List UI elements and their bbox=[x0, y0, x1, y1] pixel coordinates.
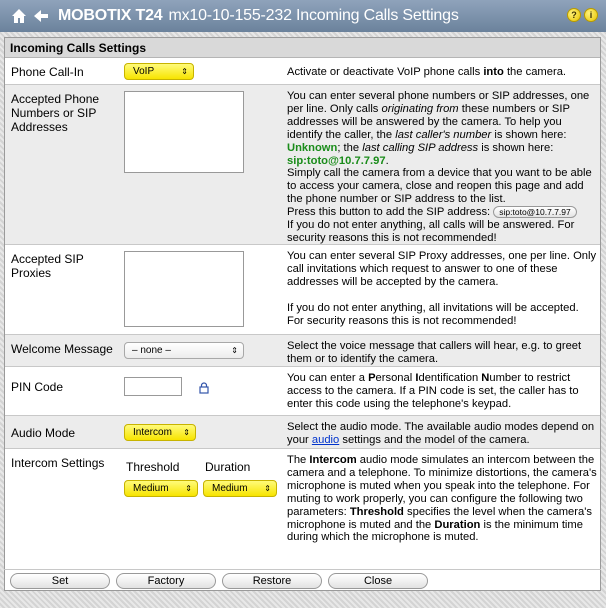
factory-button[interactable]: Factory bbox=[116, 573, 216, 589]
audio-mode-label: Audio Mode bbox=[11, 426, 76, 440]
section-title: Incoming Calls Settings bbox=[5, 38, 600, 58]
row-audio-mode bbox=[5, 416, 600, 449]
page-title: mx10-10-155-232 Incoming Calls Settings bbox=[168, 7, 459, 24]
restore-button[interactable]: Restore bbox=[222, 573, 322, 589]
audio-mode-value: Intercom bbox=[133, 427, 172, 438]
audio-mode-description: Select the audio mode. The available audio modes depend on your audio settings and the model of the camera. bbox=[287, 421, 595, 446]
threshold-select[interactable] bbox=[124, 480, 198, 497]
home-icon[interactable] bbox=[10, 7, 28, 25]
welcome-message-label: Welcome Message bbox=[11, 342, 113, 356]
row-pin-code bbox=[5, 367, 600, 416]
add-sip-address-button[interactable]: sip:toto@10.7.7.97 bbox=[493, 206, 576, 218]
accepted-numbers-label: Accepted Phone Numbers or SIP Addresses bbox=[11, 92, 100, 134]
app-title: MOBOTIX T24 bbox=[58, 7, 163, 24]
title-bar bbox=[0, 0, 606, 32]
duration-value: Medium bbox=[212, 483, 248, 494]
pin-code-input[interactable] bbox=[124, 377, 182, 396]
phone-call-in-label: Phone Call-In bbox=[11, 65, 84, 79]
accepted-proxies-textarea[interactable] bbox=[124, 251, 244, 327]
last-caller-value: Unknown bbox=[287, 141, 338, 154]
help-icons bbox=[567, 8, 598, 22]
accepted-proxies-label: Accepted SIP Proxies bbox=[11, 252, 84, 280]
row-phone-call-in bbox=[5, 58, 600, 85]
intercom-settings-label: Intercom Settings bbox=[11, 456, 105, 470]
accepted-numbers-description: You can enter several phone numbers or SIP addresses, one per line. Only calls originating from these numbers or SIP addresses will be answered by the camera. To help you identify the caller, the last caller's number is shown here: Unknown; the last calling SIP address is shown here: sip:toto@10.7.7.97. Simply call the camera from a device that you want to be able to access your camera, close and reopen this page and add the phone number or SIP address to the list. Press this button to add the SIP address: sip:toto@10.7.7.97 If you do not enter anything, all calls will be answered. For security reasons this is not recommended! bbox=[287, 90, 592, 244]
row-accepted-proxies bbox=[5, 245, 600, 335]
phone-call-in-value: VoIP bbox=[133, 66, 155, 77]
welcome-message-value: – none – bbox=[132, 345, 171, 356]
welcome-message-description: Select the voice message that callers will hear, e.g. to greet them or to identify the camera. bbox=[287, 340, 582, 365]
button-bar bbox=[4, 569, 601, 591]
up-down-arrows-icon: ⇕ bbox=[181, 67, 188, 76]
up-down-arrows-icon: ⇕ bbox=[183, 428, 190, 437]
threshold-label: Threshold bbox=[126, 460, 180, 474]
last-sip-value: sip:toto@10.7.7.97 bbox=[287, 154, 386, 167]
row-accepted-numbers bbox=[5, 85, 600, 245]
duration-select[interactable] bbox=[203, 480, 277, 497]
help-icon[interactable]: ? bbox=[567, 8, 581, 22]
accepted-numbers-textarea[interactable] bbox=[124, 91, 244, 173]
threshold-value: Medium bbox=[133, 483, 169, 494]
up-down-arrows-icon: ⇕ bbox=[264, 484, 271, 493]
settings-panel bbox=[4, 37, 601, 591]
up-down-arrows-icon: ⇕ bbox=[231, 346, 238, 355]
audio-settings-link[interactable]: audio bbox=[311, 433, 340, 446]
audio-mode-select[interactable] bbox=[124, 424, 196, 441]
phone-call-in-select[interactable] bbox=[124, 63, 194, 80]
row-intercom-settings bbox=[5, 449, 600, 557]
up-down-arrows-icon: ⇕ bbox=[185, 484, 192, 493]
accepted-proxies-description: You can enter several SIP Proxy addresses, one per line. Only call invitations which request to answer to one of these addresses will be accepted by the camera. If you do not enter anything, all invitations will be accepted. For security reasons this is not recommended! bbox=[287, 250, 597, 327]
set-button[interactable]: Set bbox=[10, 573, 110, 589]
back-arrow-icon[interactable] bbox=[32, 7, 50, 25]
row-welcome-message bbox=[5, 335, 600, 367]
duration-label: Duration bbox=[205, 460, 251, 474]
welcome-message-select[interactable] bbox=[124, 342, 244, 359]
pin-code-label: PIN Code bbox=[11, 380, 64, 394]
close-button[interactable]: Close bbox=[328, 573, 428, 589]
intercom-settings-description: The Intercom audio mode simulates an intercom between the camera and a telephone. To minimize distortions, the camera's microphone is muted when you speak into the telephone. For muting to work properly, you can configure the following two parameters: Threshold specifies the level when the camera's microphone is muted and the Duration is the minimum time during which the microphone is muted. bbox=[287, 454, 597, 544]
lock-icon bbox=[199, 382, 209, 394]
info-icon[interactable]: i bbox=[584, 8, 598, 22]
phone-call-in-description: Activate or deactivate VoIP phone calls into the camera. bbox=[287, 66, 567, 78]
pin-code-description: You can enter a Personal Identification Number to restrict access to the camera. If a PIN code is set, the caller has to enter this code using the telephone's keypad. bbox=[287, 372, 579, 410]
